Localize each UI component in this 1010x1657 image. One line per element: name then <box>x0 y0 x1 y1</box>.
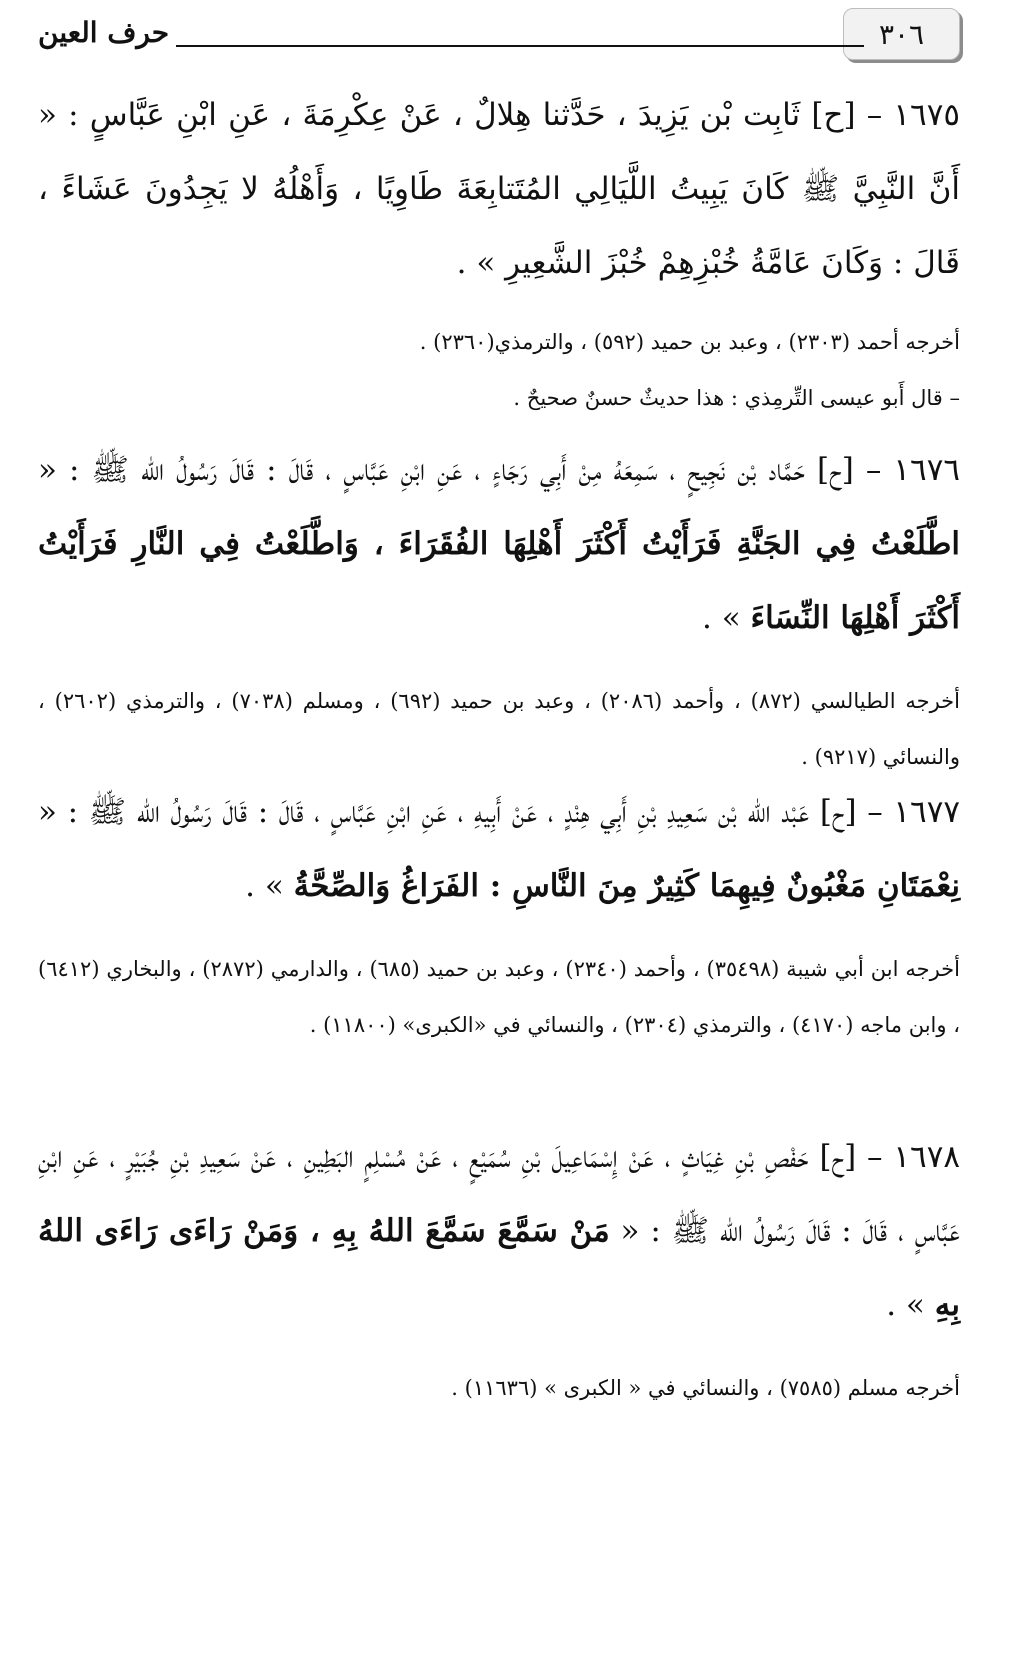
hadith-text <box>38 78 960 300</box>
hadith-takhrij: أخرجه مسلم (٧٥٨٥) ، والنسائي في « الكبرى » (١١٦٣٦) . <box>451 1376 960 1400</box>
hadith-matn: مَنْ سَمَّعَ سَمَّعَ اللهُ بِهِ ، وَمَنْ رَاءَى رَاءَى اللهُ بِهِ <box>38 1213 960 1323</box>
hadith-isnad: – [ح] حَمَّاد بْن نَجِيحٍ ، سَمِعَهُ مِنْ أَبِي رَجَاءٍ ، عَنِ ابْنِ عَبَّاسٍ ، قَالَ : قَالَ رَسُولُ الله ﷺ : « <box>38 452 894 488</box>
header-rule <box>176 45 864 47</box>
hadith-takhrij: أخرجه أحمد (٢٣٠٣) ، وعبد بن حميد (٥٩٢) ، والترمذي(٢٣٦٠) . <box>419 330 960 354</box>
hadith-takhrij: أخرجه ابن أبي شيبة (٣٥٤٩٨) ، وأحمد (٢٣٤٠) ، وعبد بن حميد (٦٨٥) ، والدارمي (٢٨٧٢) ، والبخاري (٦٤١٢) ، وابن ماجه (٤١٧٠) ، والترمذي (٢٣٠٤) ، والنسائي في «الكبرى» (١١٨٠٠) . <box>38 957 960 1037</box>
hadith-number: ١٦٧٧ <box>893 794 960 830</box>
hadith-entry <box>38 775 960 1053</box>
hadith-text <box>38 1120 960 1342</box>
hadith-isnad: – [ح] عَبْد الله بْن سَعِيدِ بْنِ أَبِي هِنْدٍ ، عَنْ أَبِيهِ ، عَنِ ابْنِ عَبَّاسٍ ، قَالَ : قَالَ رَسُولُ الله ﷺ : « <box>38 794 894 830</box>
hadith-number: ١٦٧٦ <box>893 452 960 488</box>
hadith-tail: » . <box>245 868 294 904</box>
hadith-comment: – قال أَبو عيسى التِّرمِذي : هذا حديثٌ حسنٌ صحيحٌ . <box>513 386 960 410</box>
hadith-entry <box>38 1120 960 1416</box>
hadith-text <box>38 775 960 923</box>
hadith-isnad: – [ح] ثَابِت بْن يَزِيدَ ، حَدَّثنا هِلالٌ ، عَنْ عِكْرِمَةَ ، عَنِ ابْنِ عَبَّاسٍ : « أَنَّ النَّبِيَّ ﷺ كَانَ يَبِيتُ اللَّيَالِي المُتَتابِعَةَ طَاوِيًا ، وَأَهْلُهُ لا يَجِدُونَ عَشَاءً ، قَالَ : وَكَانَ عَامَّةُ خُبْزِهِمْ خُبْزَ الشَّعِيرِ » . <box>38 97 960 281</box>
hadith-number: ١٦٧٨ <box>893 1139 960 1175</box>
hadith-tail: » . <box>886 1287 935 1323</box>
hadith-text <box>38 433 960 655</box>
hadith-entry <box>38 433 960 785</box>
hadith-takhrij: أخرجه الطيالسي (٨٧٢) ، وأحمد (٢٠٨٦) ، وعبد بن حميد (٦٩٢) ، ومسلم (٧٠٣٨) ، والترمذي (٢٦٠٢) ، والنسائي (٩٢١٧) . <box>38 689 960 769</box>
hadith-matn: اطَّلَعْتُ فِي الجَنَّةِ فَرَأَيْتُ أَكْثَرَ أَهْلِهَا الفُقَرَاءَ ، وَاطَّلَعْتُ فِي النَّارِ فَرَأَيْتُ أَكْثَرَ أَهْلِهَا النِّسَاءَ <box>38 526 960 636</box>
running-title: حرف العين <box>38 16 170 49</box>
hadith-isnad: – [ح] حَفْصِ بْنِ غِيَاثٍ ، عَنْ إِسْمَاعِيلَ بْنِ سُمَيْعٍ ، عَنْ مُسْلِمٍ البَطِينِ ، عَنْ سَعِيدِ بْنِ جُبَيْرٍ ، عَنِ ابْنِ عَبَّاسٍ ، قَالَ : قَالَ رَسُولُ الله ﷺ : « <box>38 1139 960 1249</box>
hadith-tail: » . <box>702 600 751 636</box>
hadith-entry <box>38 78 960 426</box>
hadith-matn: نِعْمَتَانِ مَغْبُونٌ فِيهِمَا كَثِيرٌ مِنَ النَّاسِ : الفَرَاغُ وَالصِّحَّةُ <box>293 868 960 904</box>
page-header <box>38 8 960 58</box>
hadith-number: ١٦٧٥ <box>893 97 960 133</box>
page-number: ٣٠٦ <box>843 8 960 60</box>
